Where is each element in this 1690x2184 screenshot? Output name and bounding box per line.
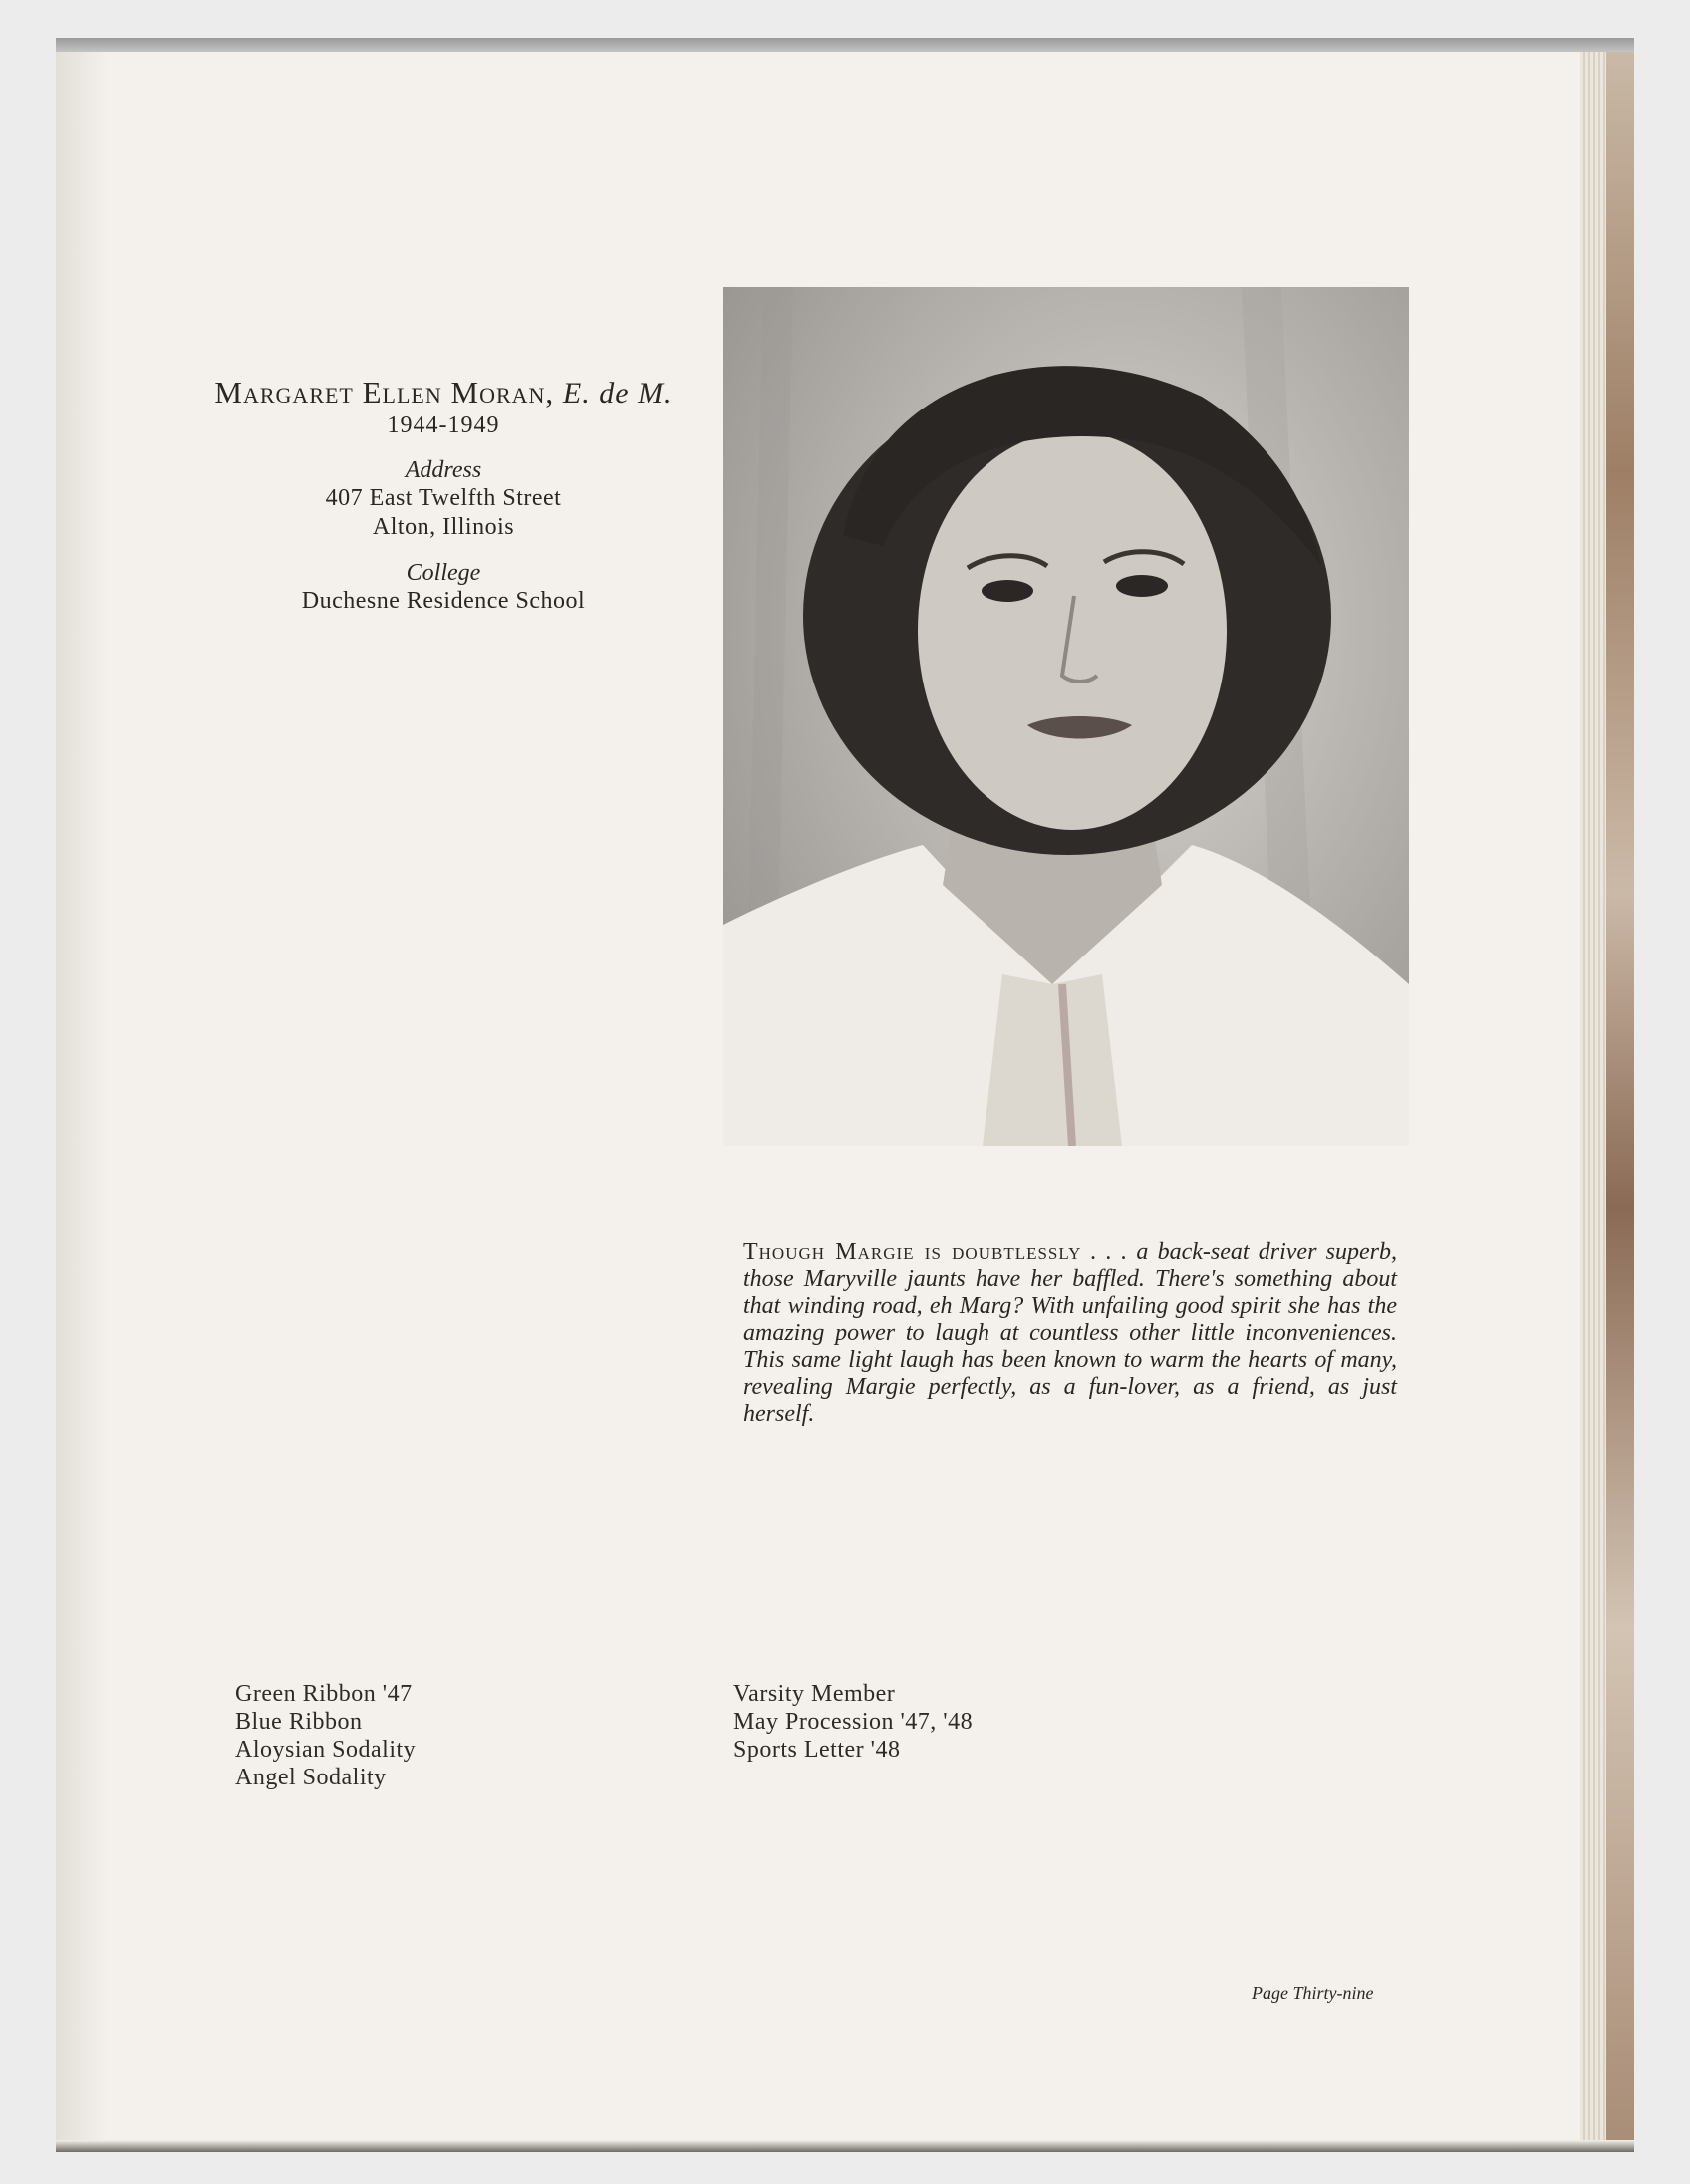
address-label: Address — [405, 457, 482, 483]
page-number: Page Thirty-nine — [1252, 1983, 1374, 2003]
portrait-illustration — [723, 287, 1409, 1146]
bio-text: . . . a back-seat driver superb, those Maryville jaunts have her baffled. There's something about that winding road, eh Marg? With unfailing good spirit she has the amazing power to laugh at countless other little inconveniences. This same light laugh has been known to warm the hearts of many, revealing Margie perfectly, as a fun-lover, as a friend, as just herself. — [743, 1239, 1397, 1427]
activities-right-list — [733, 1680, 973, 1764]
activity-item: Sports Letter '48 — [733, 1737, 901, 1763]
student-bio — [743, 1239, 1397, 1428]
activity-item: Green Ribbon '47 — [235, 1681, 413, 1707]
activity-item: May Procession '47, '48 — [733, 1709, 974, 1735]
page-gutter — [56, 52, 108, 2152]
bio-lead: Though Margie is doubtlessly — [743, 1239, 1082, 1265]
student-degree: E. de M. — [562, 377, 673, 410]
address-line-2: Alton, Illinois — [372, 514, 515, 540]
student-name-line — [149, 375, 737, 410]
college-label: College — [406, 560, 481, 586]
page-stack-edge — [1580, 52, 1606, 2152]
profile-block — [149, 375, 737, 616]
book-cover-edge — [1606, 52, 1634, 2152]
activity-item: Aloysian Sodality — [235, 1737, 417, 1763]
student-name: Margaret Ellen Moran, — [214, 375, 555, 410]
student-portrait-photo — [723, 287, 1409, 1146]
college-name: Duchesne Residence School — [301, 588, 586, 614]
activity-item: Varsity Member — [733, 1681, 896, 1707]
page-bottom-shadow — [56, 2140, 1634, 2152]
activity-item: Angel Sodality — [235, 1765, 387, 1790]
years-attended: 1944-1949 — [387, 412, 500, 438]
activities-left-list — [235, 1680, 416, 1791]
activity-item: Blue Ribbon — [235, 1709, 363, 1735]
address-line-1: 407 East Twelfth Street — [325, 485, 562, 511]
